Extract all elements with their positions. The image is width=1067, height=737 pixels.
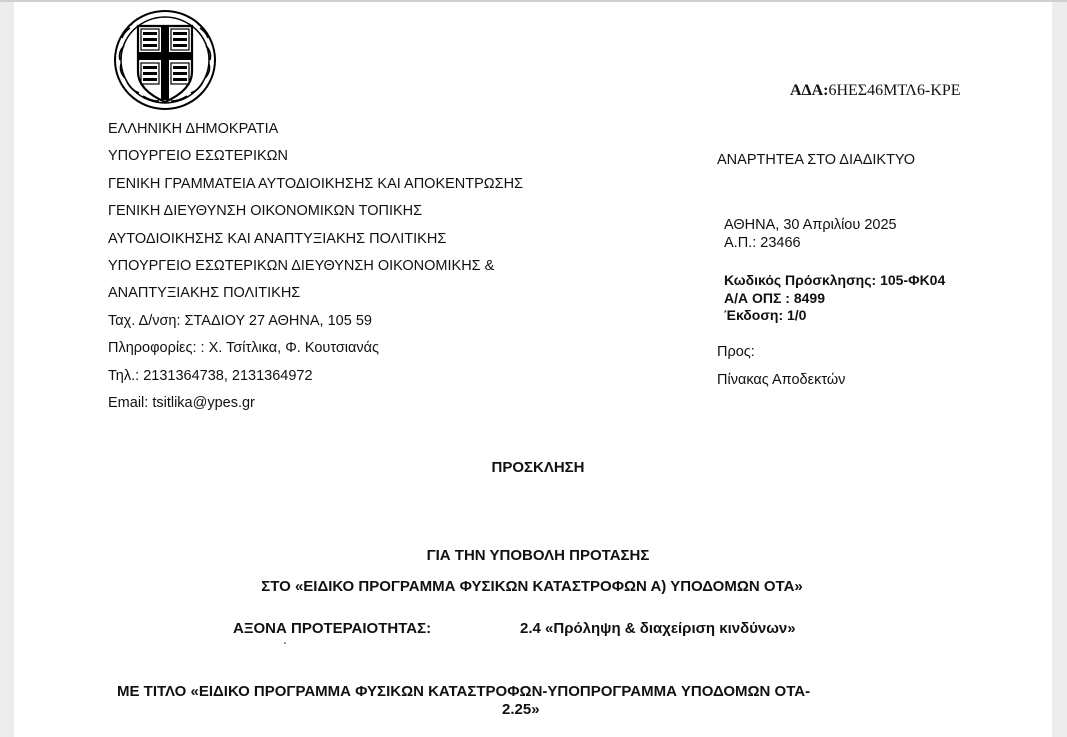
to-label: Προς: [717,344,755,360]
issuer-line: ΥΠΟΥΡΓΕΙΟ ΕΣΩΤΕΡΙΚΩΝ [108,148,288,165]
issuer-block [108,116,708,417]
phone-line: Τηλ.: 2131364738, 2131364972 [108,367,313,384]
program-title-line-1: ΜΕ ΤΙΤΛΟ «ΕΙΔΙΚΟ ΠΡΟΓΡΑΜΜΑ ΦΥΣΙΚΩΝ ΚΑΤΑΣΤΡΟΦΩΝ-ΥΠΟΠΡΟΓΡΑΜΜΑ ΥΠΟΔΟΜΩΝ ΟΤΑ- [117,683,811,700]
subtitle-2: ΣΤΟ «ΕΙΔΙΚΟ ΠΡΟΓΡΑΜΜΑ ΦΥΣΙΚΩΝ ΚΑΤΑΣΤΡΟΦΩΝ Α) ΥΠΟΔΟΜΩΝ ΟΤΑ» [261,578,803,595]
issuer-line: ΕΛΛΗΝΙΚΗ ΔΗΜΟΚΡΑΤΙΑ [108,121,279,137]
issuer-line: ΑΥΤΟΔΙΟΙΚΗΣΗΣ ΚΑΙ ΑΝΑΠΤΥΞΙΑΚΗΣ ΠΟΛΙΤΙΚΗΣ [108,230,447,247]
version: Έκδοση: 1/0 [724,307,807,323]
issuer-line: ΑΝΑΠΤΥΞΙΑΚΗΣ ΠΟΛΙΤΙΚΗΣ [108,285,301,302]
issuer-line: ΓΕΝΙΚΗ ΓΡΑΜΜΑΤΕΙΑ ΑΥΤΟΔΙΟΙΚΗΣΗΣ ΚΑΙ ΑΠΟΚΕΝΤΡΩΣΗΣ [108,175,524,192]
call-code: Κωδικός Πρόσκλησης: 105-ΦΚ04 [724,272,946,288]
call-code-block [724,272,945,325]
info-line: Πληροφορίες: : Χ. Τσίτλικα, Φ. Κουτσιανάς [108,340,380,357]
issuer-line: ΥΠΟΥΡΓΕΙΟ ΕΣΩΤΕΡΙΚΩΝ ΔΙΕΥΘΥΝΣΗ ΟΙΚΟΝΟΜΙΚΗΣ & [108,258,495,275]
subtitle-1: ΓΙΑ ΤΗΝ ΥΠΟΒΟΛΗ ΠΡΟΤΑΣΗΣ [426,547,650,564]
greek-emblem-icon [110,6,220,114]
priority-axis-value: 2.4 «Πρόληψη & διαχείριση κινδύνων» [520,620,796,637]
program-title-line-2: 2.25» [502,701,540,718]
date-line: ΑΘΗΝΑ, 30 Απριλίου 2025 [724,217,897,233]
date-block [724,216,897,252]
ada-value: 6ΗΕΣ46ΜΤΛ6-ΚΡΕ [828,82,961,99]
address-line: Ταχ. Δ/νση: ΣΤΑΔΙΟΥ 27 ΑΘΗΝΑ, 105 59 [108,312,372,329]
document-page [14,2,1052,737]
recipients: Πίνακας Αποδεκτών [717,372,846,388]
ops-number: Α/Α ΟΠΣ : 8499 [724,289,825,306]
protocol-number: Α.Π.: 23466 [724,235,801,251]
email-line: Email: tsitlika@ypes.gr [108,395,255,412]
speck [284,642,286,644]
ada-code [790,82,961,100]
issuer-line: ΓΕΝΙΚΗ ΔΙΕΥΘΥΝΣΗ ΟΙΚΟΝΟΜΙΚΩΝ ΤΟΠΙΚΗΣ [108,203,423,220]
publish-notice: ΑΝΑΡΤΗΤΕΑ ΣΤΟ ΔΙΑΔΙΚΤΥΟ [717,152,916,168]
priority-axis-label: ΑΞΟΝΑ ΠΡΟΤΕΡΑΙΟΤΗΤΑΣ: [233,620,432,637]
document-title: ΠΡΟΣΚΛΗΣΗ [491,459,585,476]
ada-label: ΑΔΑ: [790,82,829,99]
